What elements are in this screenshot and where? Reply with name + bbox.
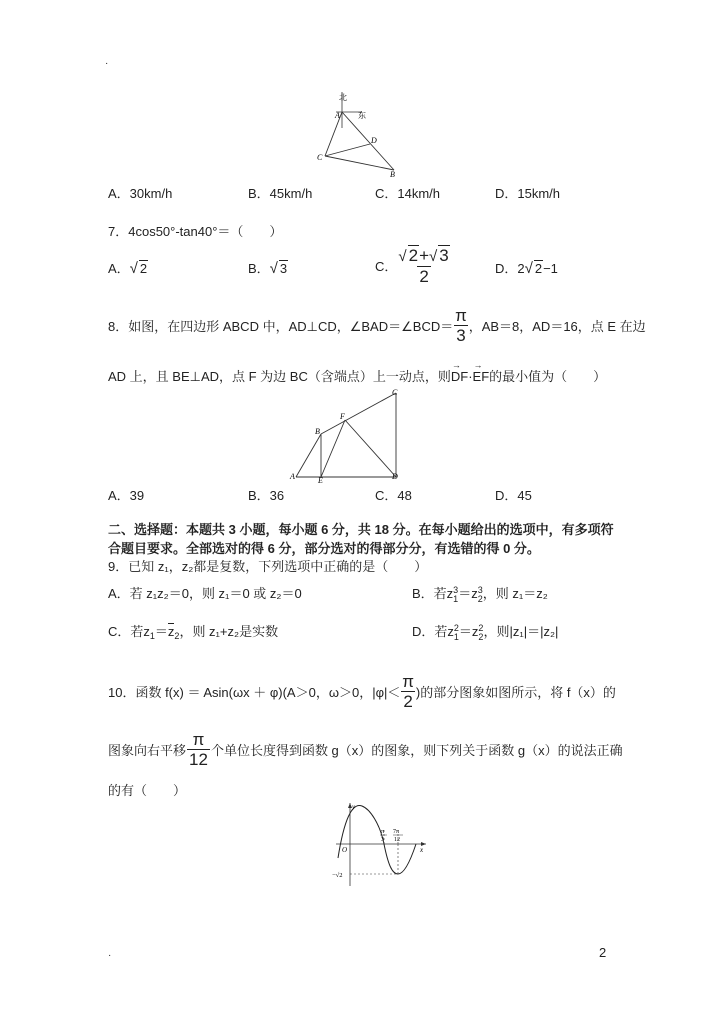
fig1-d: D (371, 136, 377, 145)
section-2-line-2: 合题目要求。全部选对的得 6 分，部分选对的得部分分，有选错的得 0 分。 (108, 541, 540, 556)
q6-option-d: D．15km/h (495, 186, 561, 201)
fig2-c: C (392, 388, 398, 397)
q8-option-d: D．45 (495, 488, 532, 503)
fig3-origin: O (342, 846, 348, 854)
q10-line-3: 的有（ ） (108, 783, 187, 798)
q9-stem: 9．已知 z₁，z₂都是复数，下列选项中正确的是（ ） (108, 559, 428, 574)
q6-option-a: A．30km/h (108, 186, 173, 201)
q8-option-a: A．39 (108, 488, 145, 503)
q8-line-1: 8．如图，在四边形 ABCD 中，AD⊥CD，∠BAD＝∠BCD＝ $\frac{\pi}{3}$ ，AB＝8，AD＝16，点 E 在边 (108, 306, 646, 345)
q10-line-2: 图象向右平移 $\frac{\pi}{12}$ 个单位长度得到函数 g（x）的图象，则下列关于函数 g（x）的说法正确 (108, 730, 623, 769)
section-2-line-1: 二、选择题：本题共 3 小题，每小题 6 分，共 18 分。在每小题给出的选项中，有多项符 (108, 522, 614, 537)
fig2-f: F (340, 412, 345, 421)
q9-option-d: D．若z 2 1 ＝z 2 2 ，则|z₁|＝|z₂| (412, 622, 559, 642)
fig3-x-label: x (420, 846, 424, 854)
fig3-pi: π (381, 829, 385, 835)
fig2-a: A (290, 472, 295, 481)
q8-line-2: AD 上，且 BE⊥AD，点 F 为边 BC（含端点）上一动点，则→ DF·→ EF的最小值为（ ） (108, 366, 606, 385)
q8-option-c: C．48 (375, 488, 412, 503)
q9-option-a: A．若 z₁z₂＝0，则 z₁＝0 或 z₂＝0 (108, 586, 302, 601)
fig3-y-label: y (352, 803, 356, 811)
q7-option-b: B．√ 3 (248, 260, 288, 277)
fig3-sevenpi: 7π (393, 829, 400, 835)
q7-option-a: A．√ 2 (108, 260, 148, 277)
fig1-c: C (317, 153, 323, 162)
figure-sine-graph (330, 800, 430, 890)
bottom-mark: · (108, 950, 112, 961)
fig2-e: E (318, 476, 323, 485)
north-label: 北 (339, 93, 347, 102)
q8-option-b: B．36 (248, 488, 285, 503)
fig1-b: B (390, 170, 395, 179)
fig2-b: B (315, 427, 320, 436)
east-label: 东 (358, 111, 366, 120)
q6-option-c: C．14km/h (375, 186, 441, 201)
q9-option-b: B．若z 3 1 ＝z 3 2 ，则 z₁＝z₂ (412, 584, 548, 604)
fig3-three: 3 (381, 837, 384, 843)
fig3-neg-sqrt2: −√2 (332, 872, 343, 879)
figure-compass-triangle (310, 88, 410, 180)
fig3-twelve: 12 (394, 837, 400, 843)
q7-option-c: C． $\frac{√ 2+√ 3}{2}$ (375, 246, 449, 286)
q10-line-1: 10．函数 f(x) ＝ Asin(ωx ＋ φ)(A＞0，ω＞0，|φ|＜ $\frac{\pi}{2}$ )的部分图象如图所示，将 f（x）的 (108, 672, 616, 711)
figure-quadrilateral (286, 385, 406, 485)
q6-option-b: B．45km/h (248, 186, 313, 201)
q7-stem: 7．4cos50°-tan40°＝（ ） (108, 224, 283, 239)
q7-option-d: D．2√ 2−1 (495, 260, 558, 277)
q9-option-c: C．若$z_1=z_2$，则 z₁+z₂是实数 (108, 624, 279, 641)
page-number: 2 (599, 945, 607, 960)
top-mark: · (105, 58, 109, 69)
fig2-d: D (392, 472, 398, 481)
fig1-a: A (335, 111, 340, 120)
